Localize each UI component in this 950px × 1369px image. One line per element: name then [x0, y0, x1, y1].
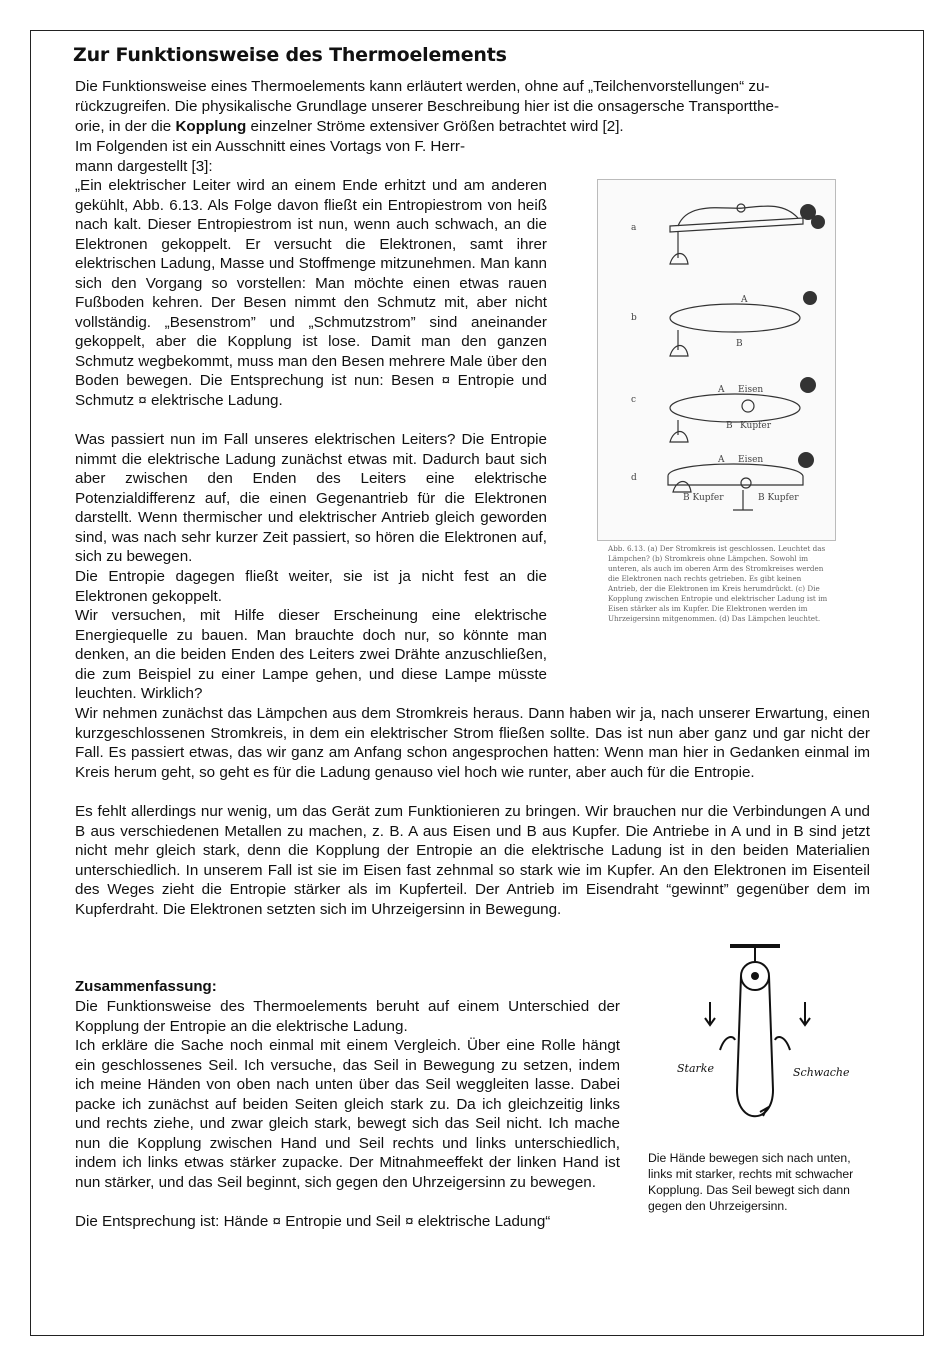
- intro-line-2: rückzugreifen. Die physikalische Grundlage unserer Beschreibung hier ist die onsagersche Transportthe-: [75, 98, 780, 115]
- lamp-stand-d: [733, 490, 753, 510]
- label-a: a: [631, 223, 637, 233]
- paragraph-5: Wir nehmen zunächst das Lämpchen aus dem Stromkreis heraus. Dann haben wir ja, nach unserer Erwartung, einen kurzgeschlossenen Stromkreis, in dem ein elektrischer Strom fließen sollte. Das ist nun aber ganz und gar nicht der Fall. Es passiert etwas, das wir ganz am Anfang schon angesprochen hatten: Wenn man hier in Gedanken einmal im Kreis herum geht, so geht es für die Ladung genauso viel hoch wie runter, aber auch für die Entropie.: [75, 705, 870, 781]
- label-starke: Starke: [677, 1062, 714, 1075]
- leaf-icon: [803, 291, 817, 305]
- summary-paragraph-3: Die Entsprechung ist: Hände ¤ Entropie und Seil ¤ elektrische Ladung“: [75, 1213, 551, 1230]
- label-A: A: [718, 385, 725, 395]
- leaf-icon: [798, 452, 814, 468]
- label-eisen: Eisen: [738, 455, 764, 465]
- summary-paragraph-1: Die Funktionsweise des Thermoelements beruht auf einem Unterschied der Kopplung der Entropie an die elektrische Ladung.: [75, 998, 620, 1035]
- quote-paragraph-3: Die Entropie dagegen fließt weiter, sie ist ja nicht fest an die Elektronen gekoppelt.: [75, 568, 547, 605]
- label-schwache: Schwache: [793, 1066, 850, 1079]
- rope-loop: [737, 976, 773, 1116]
- intro-text-span: orie, in der die: [75, 118, 176, 135]
- loop-b: [670, 304, 800, 332]
- label-b-kupfer: B Kupfer: [758, 493, 799, 503]
- down-arrow-right-icon: [800, 1002, 810, 1025]
- flame-icon: [670, 432, 688, 443]
- label-A: A: [741, 295, 748, 305]
- label-kupfer: Kupfer: [740, 421, 772, 431]
- loop-d: [668, 464, 803, 485]
- flame-icon: [670, 254, 688, 265]
- pulley-caption: Die Hände bewegen sich nach unten, links mit starker, rechts mit schwacher Kopplung. Das Seil bewegt sich dann gegen den Uhrzeigersinn.: [648, 1151, 854, 1213]
- left-hand-icon: [720, 1037, 735, 1050]
- label-A: A: [718, 455, 725, 465]
- intro-line-3: [75, 117, 624, 137]
- rotation-arrow-icon: [742, 400, 754, 412]
- leaf-icon: [800, 377, 816, 393]
- summary-paragraph-2: Ich erkläre die Sache noch einmal mit einem Vergleich. Über eine Rolle hängt ein geschlossenes Seil. Ich versuche, das Seil in Bewegung zu setzen, indem ich meine Händen von oben nach unten über das Seil weggleiten lasse. Dabei packe ich zunächst auf beiden Seiten gleich stark zu. Da ich gleichzeitig links und rechts ziehe, und zwar gleich stark, bewegt sich das Seil nicht. Ich mache nun die Kopplung zwischen Hand und Seil rechts und links unterschiedlich, indem ich links etwas stärker zupacke. Der Mitnahmeeffekt der linken Hand ist nun stärker, und das Seil beginnt, sich gegen den Uhrzeigersinn zu bewegen.: [75, 1037, 620, 1191]
- label-eisen: Eisen: [738, 385, 764, 395]
- flame-icon: [670, 346, 688, 357]
- wire-a: [678, 206, 798, 226]
- circuit-diagram: [598, 180, 835, 540]
- down-arrow-left-icon: [705, 1002, 715, 1025]
- label-B: B: [726, 421, 733, 431]
- label-B: B: [736, 339, 743, 349]
- pulley-diagram: [665, 940, 850, 1145]
- right-hand-icon: [775, 1037, 790, 1050]
- paragraph-6: Es fehlt allerdings nur wenig, um das Gerät zum Funktionieren zu bringen. Wir brauchen nur die Verbindungen A und B aus verschiedenen Metallen zu machen, z. B. A aus Eisen und B aus Kupfer. Die Antriebe in A und in B sind jetzt nicht mehr gleich stark, denn die Kopplung der Entropie an die elektrische Ladung ist in den beiden Materialien unterschiedlich. In unserem Fall ist sie im Eisen fast zehnmal so stark wie im Kupfer. An den Elektronen im Eisenteil des Weges zieht die Entropie stärker als im Kupferteil. Der Antrieb im Eisendraht “gewinnt” gegenüber dem im Kupferdraht. Die Elektronen setzten sich im Uhrzeigersinn in Bewegung.: [75, 803, 870, 918]
- intro-line-4: Im Folgenden ist ein Ausschnitt eines Vortags von F. Herr-: [75, 138, 466, 155]
- intro-text-span: einzelner Ströme extensiver Größen betrachtet wird [2].: [246, 118, 624, 135]
- pulley-axle: [751, 972, 759, 980]
- label-b: b: [631, 313, 637, 323]
- pulley-figure: [665, 940, 850, 1145]
- quote-paragraph-4: Wir versuchen, mit Hilfe dieser Erscheinung eine elektrische Energiequelle zu bauen. Man brauchte doch nur, so könnte man denken, an die beiden Enden des Leiters zwei Drähte anzuschließen, die zum Beispiel zu einer Lampe gehen, und diese Lampe müsste leuchten. Wirklich?: [75, 607, 547, 702]
- page-title: Zur Funktionsweise des Thermoelements: [73, 44, 507, 66]
- summary-heading: Zusammenfassung:: [75, 978, 217, 995]
- leaves-group: [798, 204, 825, 468]
- figure-6-13: [597, 179, 836, 541]
- label-c: c: [631, 395, 637, 405]
- quote-paragraph-2: Was passiert nun im Fall unseres elektrischen Leiters? Die Entropie nimmt die elektrische Ladung zunächst etwas mit. Dadurch baut sich aber zwischen den Enden des Leiters eine elektrische Potenzialdifferenz auf, die einen Gegenantrieb für die Elektronen darstellt. Wenn thermischer und elektrischer Antrieb gleich geworden sind, was nach sehr kurzer Zeit passiert, so hören die Elektronen auf, sich zu bewegen.: [75, 431, 547, 565]
- leaf-icon: [811, 215, 825, 229]
- kopplung-bold: Kopplung: [175, 118, 247, 135]
- figure-6-13-caption: Abb. 6.13. (a) Der Stromkreis ist geschlossen. Leuchtet das Lämpchen? (b) Stromkreis ohne Lämpchen. Sowohl im unteren, als auch im oberen Arm des Stromkreises werden die Elektronen nach rechts getrieben. Es gibt keinen Antrieb, der die Elektronen im Kreis herumdrückt. (c) Die Kopplung zwischen Entropie und elektrischer Ladung ist im Eisen stärker als im Kupfer. Die Elektronen werden im Uhrzeigersinn mitgenommen. (d) Das Lämpchen leuchtet.: [608, 544, 828, 623]
- label-b-kupfer: B Kupfer: [683, 493, 724, 503]
- conductor-bar-a: [670, 218, 803, 232]
- intro-line-5: mann dargestellt [3]:: [75, 158, 213, 175]
- intro-line-1: Die Funktionsweise eines Thermoelements kann erläutert werden, ohne auf „Teilchenvorstellungen“ zu-: [75, 78, 770, 95]
- loop-c: [670, 394, 800, 422]
- flame-icon: [673, 482, 691, 493]
- rotation-arrow-icon: [741, 478, 751, 488]
- label-d: d: [631, 473, 637, 483]
- quote-paragraph-1: „Ein elektrischer Leiter wird an einem Ende erhitzt und am anderen gekühlt, Abb. 6.13. Als Folge davon fließt ein Entropiestrom von heiß nach kalt. Dieser Entropiestrom ist nun, wenn auch schwach, an die Elektronen gekoppelt. Er versucht die Elektronen, samt ihrer elektrischen Ladung, Masse und Stoffmenge mitzunehmen. Man kann sich den Vorgang so vorstellen: Man möchte einen etwas rauen Fußboden kehren. Der Besen nimmt den Schmutz mit, aber nicht vollständig. „Besenstrom” und „Schmutzstrom” sind aneinander gekoppelt, aber die Kopplung ist lose. Damit man den ganzen Schmutz wegbekommt, muss man den Besen mehrere Male über den Boden bewegen. Die Entsprechung ist nun: Besen ¤ Entropie und Schmutz ¤ elektrische Ladung.: [75, 177, 547, 409]
